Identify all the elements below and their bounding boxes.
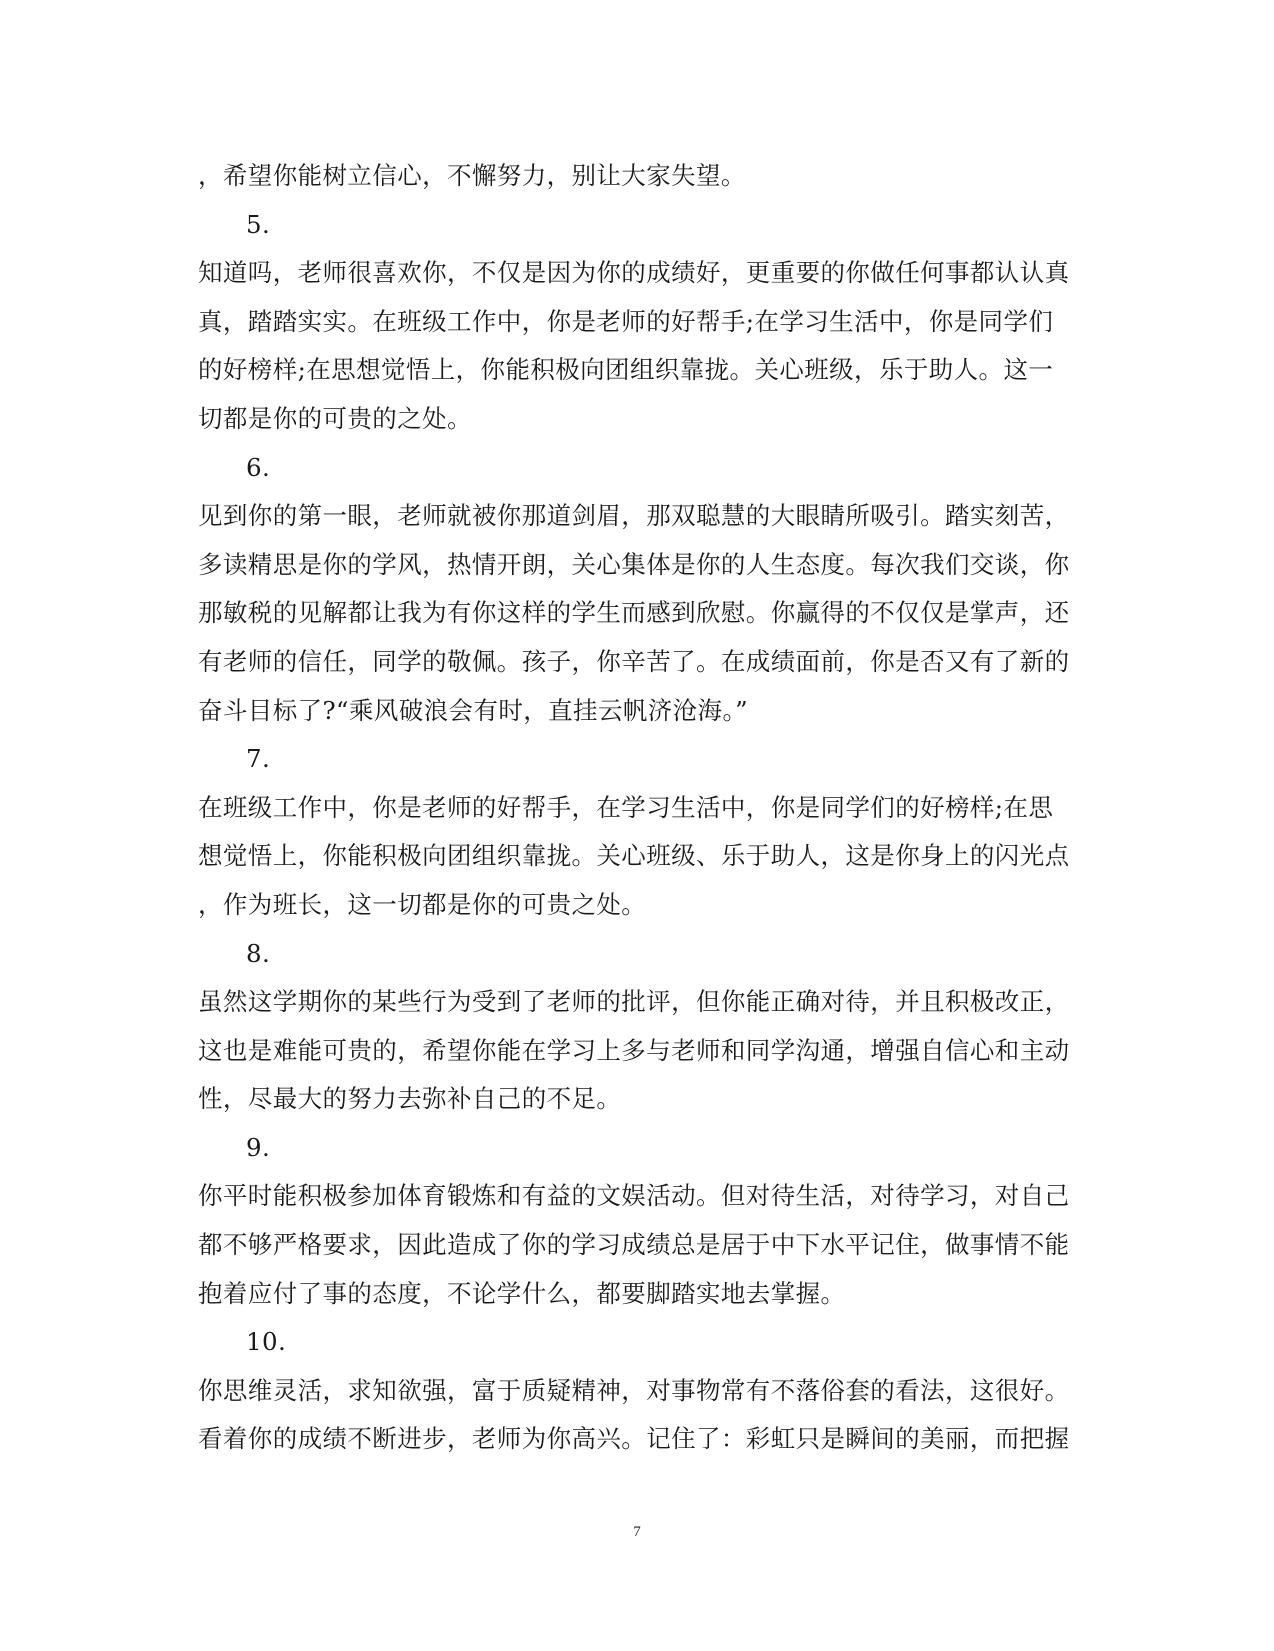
document-body [198,152,1073,1464]
item-number: 10. [246,1327,287,1357]
text-line: 你思维灵活，求知欲强，富于质疑精神，对事物常有不落俗套的看法，这很好。 [198,1375,1070,1405]
text-line: 性，尽最大的努力去弥补自己的不足。 [198,1084,622,1114]
text-line: 真，踏踏实实。在班级工作中，你是老师的好帮手;在学习生活中，你是同学们 [198,306,1054,336]
text-line: 都不够严格要求，因此造成了你的学习成绩总是居于中下水平记住，做事情不能 [198,1230,1070,1260]
text-line: 有老师的信任，同学的敬佩。孩子，你辛苦了。在成绩面前，你是否又有了新的 [198,646,1070,676]
text-line: ，作为班长，这一切都是你的可贵之处。 [198,889,647,919]
item-number: 9. [246,1132,271,1162]
text-line: 见到你的第一眼，老师就被你那道剑眉，那双聪慧的大眼睛所吸引。踏实刻苦， [198,501,1070,531]
text-line: 多读精思是你的学风，热情开朗，关心集体是你的人生态度。每次我们交谈，你 [198,549,1070,579]
text-line: 虽然这学期你的某些行为受到了老师的批评，但你能正确对待，并且积极改正， [198,987,1070,1017]
text-line: 你平时能积极参加体育锻炼和有益的文娱活动。但对待生活，对待学习，对自己 [198,1181,1070,1211]
text-line: 切都是你的可贵的之处。 [198,403,472,433]
text-line: 在班级工作中，你是老师的好帮手，在学习生活中，你是同学们的好榜样;在思 [198,792,1054,822]
page-number: 7 [633,1524,641,1540]
text-line: 抱着应付了事的态度，不论学什么，都要脚踏实地去掌握。 [198,1278,846,1308]
text-line: 这也是难能可贵的，希望你能在学习上多与老师和同学沟通，增强自信心和主动 [198,1035,1070,1065]
text-line: 看着你的成绩不断进步，老师为你高兴。记住了：彩虹只是瞬间的美丽，而把握 [198,1424,1070,1454]
text-line: 那敏税的见解都让我为有你这样的学生而感到欣慰。你赢得的不仅仅是掌声，还 [198,598,1070,628]
text-line: 的好榜样;在思想觉悟上，你能积极向团组织靠拢。关心班级，乐于助人。这一 [198,355,1054,385]
item-number: 7. [246,744,271,774]
text-line: 知道吗，老师很喜欢你，不仅是因为你的成绩好，更重要的你做任何事都认认真 [198,258,1070,288]
item-number: 6. [246,452,271,482]
item-number: 8. [246,938,271,968]
text-line: 奋斗目标了?“乘风破浪会有时，直挂云帆济沧海。” [198,695,749,725]
text-line: ，希望你能树立信心，不懈努力，别让大家失望。 [198,161,746,190]
item-number: 5. [246,209,271,239]
text-line: 想觉悟上，你能积极向团组织靠拢。关心班级、乐于助人，这是你身上的闪光点 [198,841,1070,871]
